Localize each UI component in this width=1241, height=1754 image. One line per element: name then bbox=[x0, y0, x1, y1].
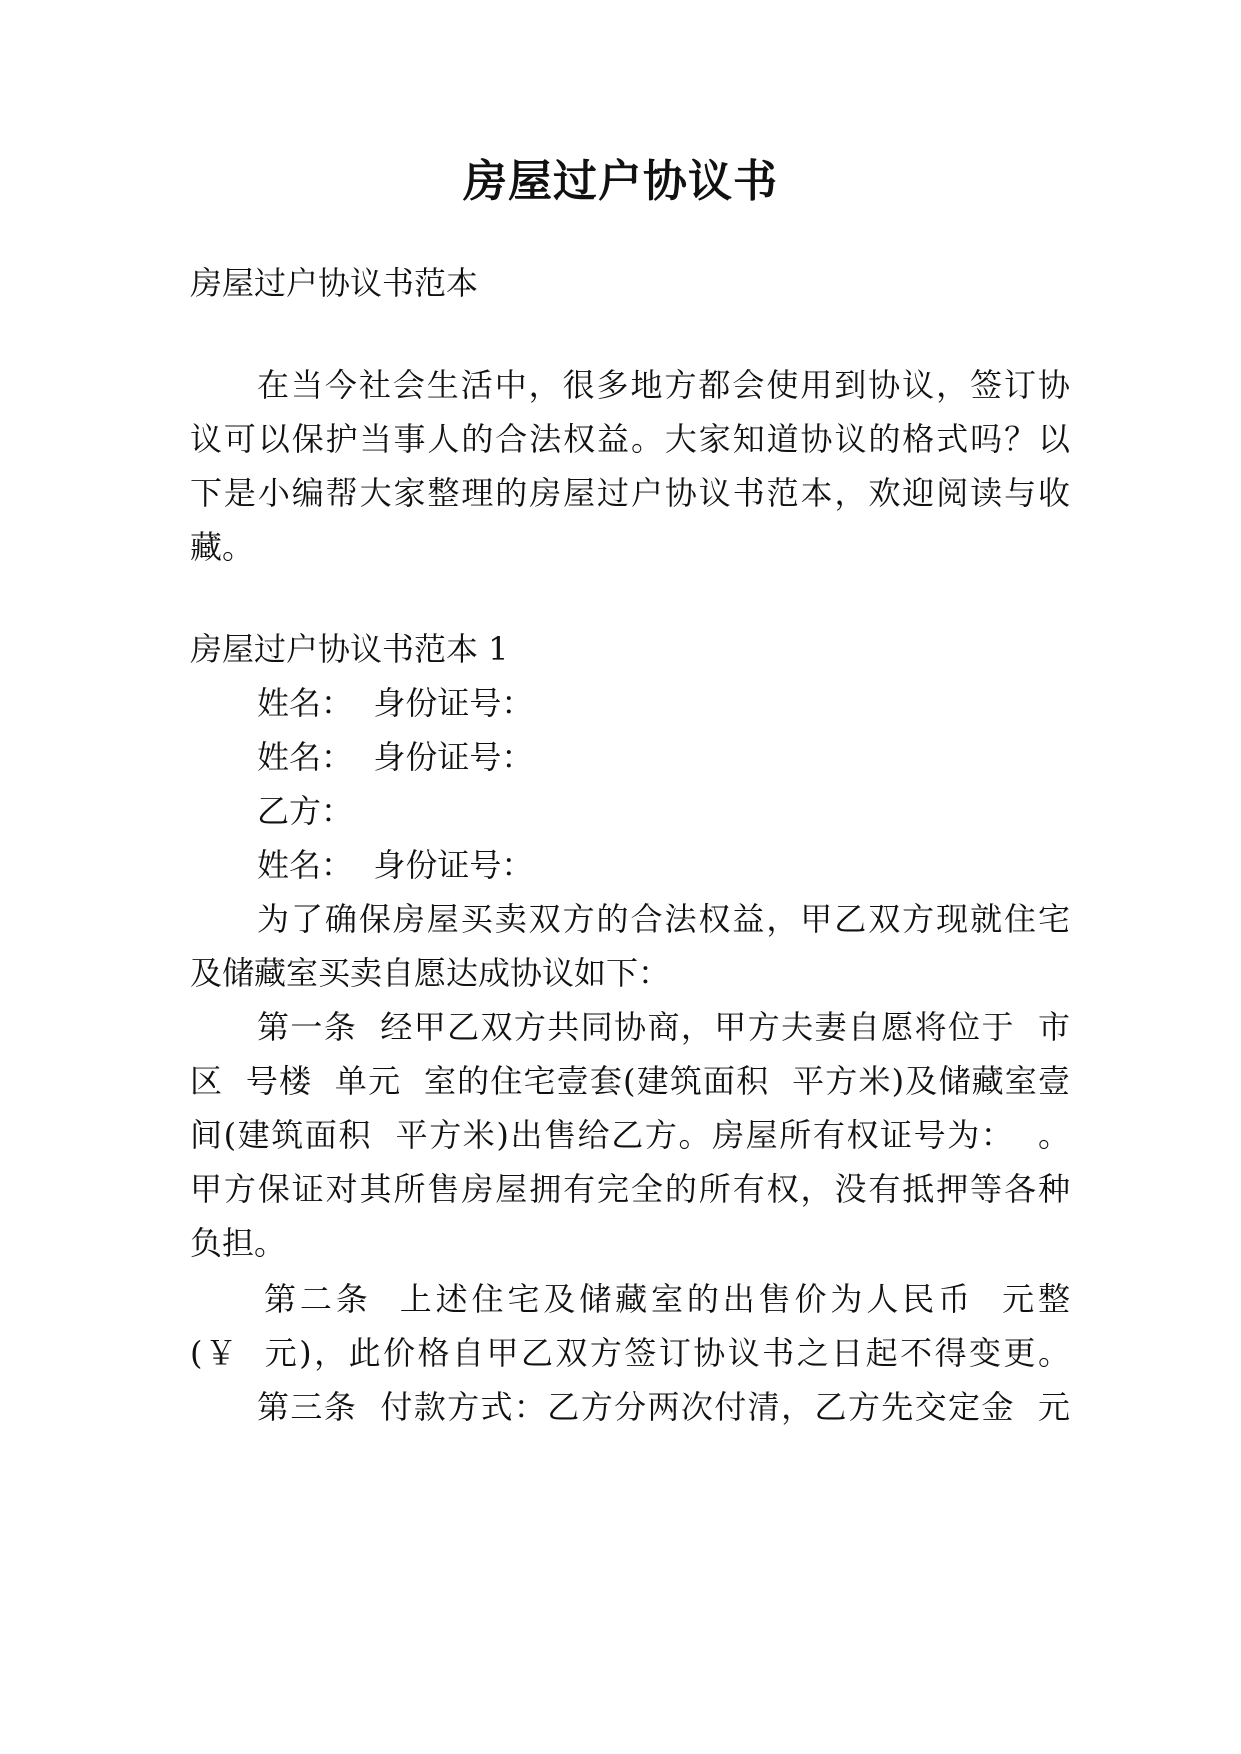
party-line-2: 姓名： 身份证号： bbox=[257, 738, 534, 776]
section-heading: 房屋过户协议书范本 1 bbox=[190, 630, 509, 668]
purpose-line-1: 为了确保房屋买卖双方的合法权益，甲乙双方现就住宅 bbox=[257, 900, 1070, 938]
party-line-3: 乙方： bbox=[257, 792, 354, 830]
intro-line-1: 在当今社会生活中，很多地方都会使用到协议，签订协 bbox=[257, 366, 1070, 404]
document-title: 房屋过户协议书 bbox=[463, 156, 778, 207]
article3-line-1: 第三条 付款方式：乙方分两次付清，乙方先交定金 元 bbox=[257, 1388, 1070, 1426]
article2-line-1: 第二条 上述住宅及储藏室的出售价为人民币 元整 bbox=[264, 1280, 1070, 1318]
intro-line-2: 议可以保护当事人的合法权益。大家知道协议的格式吗？以 bbox=[190, 420, 1070, 458]
article2-line-2: (￥ 元)，此价格自甲乙双方签订协议书之日起不得变更。 bbox=[190, 1334, 1070, 1372]
purpose-line-2: 及储藏室买卖自愿达成协议如下： bbox=[190, 954, 671, 992]
article1-line-4: 甲方保证对其所售房屋拥有完全的所有权，没有抵押等各种 bbox=[190, 1170, 1070, 1208]
article1-line-3: 间(建筑面积 平方米)出售给乙方。房屋所有权证号为： 。 bbox=[190, 1116, 1070, 1154]
article1-line-1: 第一条 经甲乙双方共同协商，甲方夫妻自愿将位于 市 bbox=[257, 1008, 1070, 1046]
article1-line-2: 区 号楼 单元 室的住宅壹套(建筑面积 平方米)及储藏室壹 bbox=[190, 1062, 1070, 1100]
party-line-4: 姓名： 身份证号： bbox=[257, 846, 534, 884]
intro-line-3: 下是小编帮大家整理的房屋过户协议书范本，欢迎阅读与收 bbox=[190, 474, 1070, 512]
document-subtitle: 房屋过户协议书范本 bbox=[190, 264, 479, 302]
party-line-1: 姓名： 身份证号： bbox=[257, 684, 534, 722]
article1-line-5: 负担。 bbox=[190, 1224, 287, 1262]
intro-line-4: 藏。 bbox=[190, 528, 255, 566]
